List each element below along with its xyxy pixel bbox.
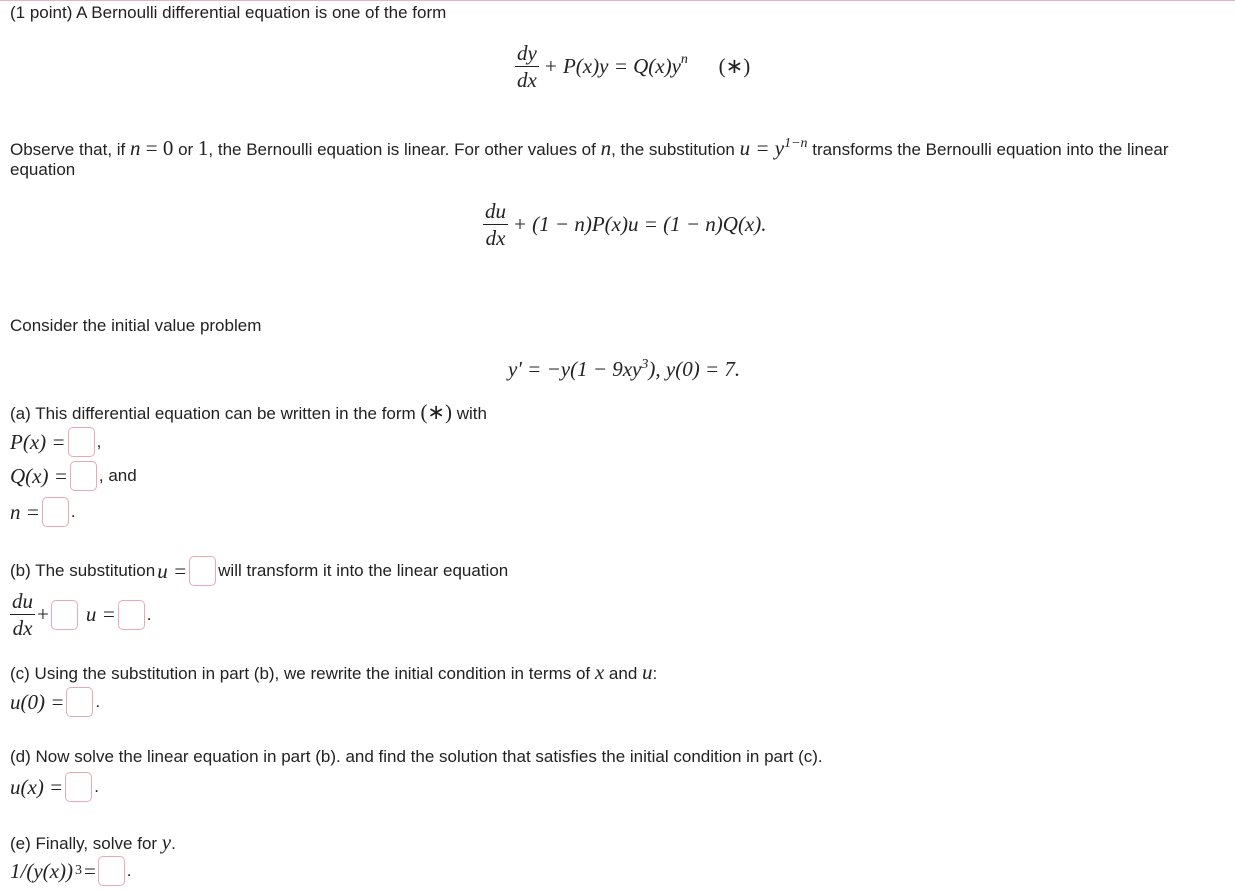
part-e-text: (e) Finally, solve for y. — [10, 830, 176, 854]
observe-line2: equation — [10, 160, 76, 179]
equation-tag: (∗) — [718, 54, 751, 78]
p-answer-input[interactable] — [68, 427, 95, 457]
du-dx-fraction: $\frac{du}{dx}$ — [485, 199, 506, 250]
substitution-answer-input[interactable] — [189, 556, 216, 586]
n-answer-input[interactable] — [42, 497, 69, 527]
part-a-text: (a) This differential equation can be written in the form (∗) with — [10, 400, 487, 424]
observe-paragraph: Observe that, if n = 0 or 1, the Bernoulli equation is linear. For other values of n, the substitution $u = y^{1-n}$ transforms the Bernoulli equation into the linear — [10, 136, 1169, 160]
u0-answer-input[interactable] — [66, 687, 93, 717]
y-answer-input[interactable] — [98, 856, 125, 886]
linear-equation: $\frac{du}{dx}$ + (1 − n)P(x)u = (1 − n)Q(x). — [485, 199, 767, 250]
ux-answer-input[interactable] — [65, 772, 92, 802]
p-row: P(x) = , — [10, 427, 101, 457]
n-row: n = . — [10, 497, 76, 527]
ux-row: u(x) = . — [10, 772, 99, 802]
ivp-equation: $y' = -y(1 - 9xy^3)$, y(0) = 7. — [508, 357, 741, 381]
u0-row: u(0) = . — [10, 687, 100, 717]
du-dx-fraction-b: $\frac{du}{dx}$ — [12, 589, 33, 640]
q-answer-input[interactable] — [70, 461, 97, 491]
consider-text: Consider the initial value problem — [10, 316, 262, 335]
part-c-text: (c) Using the substitution in part (b), we rewrite the initial condition in terms of x and u: — [10, 660, 658, 684]
part-d-text: (d) Now solve the linear equation in part (b). and find the solution that satisfies the initial condition in part (c). — [10, 747, 823, 766]
rhs-answer-input[interactable] — [118, 600, 145, 630]
part-b-equation: $\frac{du}{dx}$ + u = . — [12, 589, 152, 640]
part-b-row: (b) The substitution u = will transform it into the linear equation — [10, 556, 508, 586]
coefficient-answer-input[interactable] — [51, 600, 78, 630]
bernoulli-equation: $\frac{dy}{dx}$ + $P(x)y = Q(x)y^n$ (∗) — [517, 41, 751, 92]
top-border — [0, 0, 1235, 1]
intro-text: (1 point) A Bernoulli differential equation is one of the form — [10, 3, 447, 22]
q-row: Q(x) = , and — [10, 461, 137, 491]
y-row: 1/(y(x)) 3 = . — [10, 856, 132, 886]
dy-dx-fraction: $\frac{dy}{dx}$ — [517, 41, 537, 92]
